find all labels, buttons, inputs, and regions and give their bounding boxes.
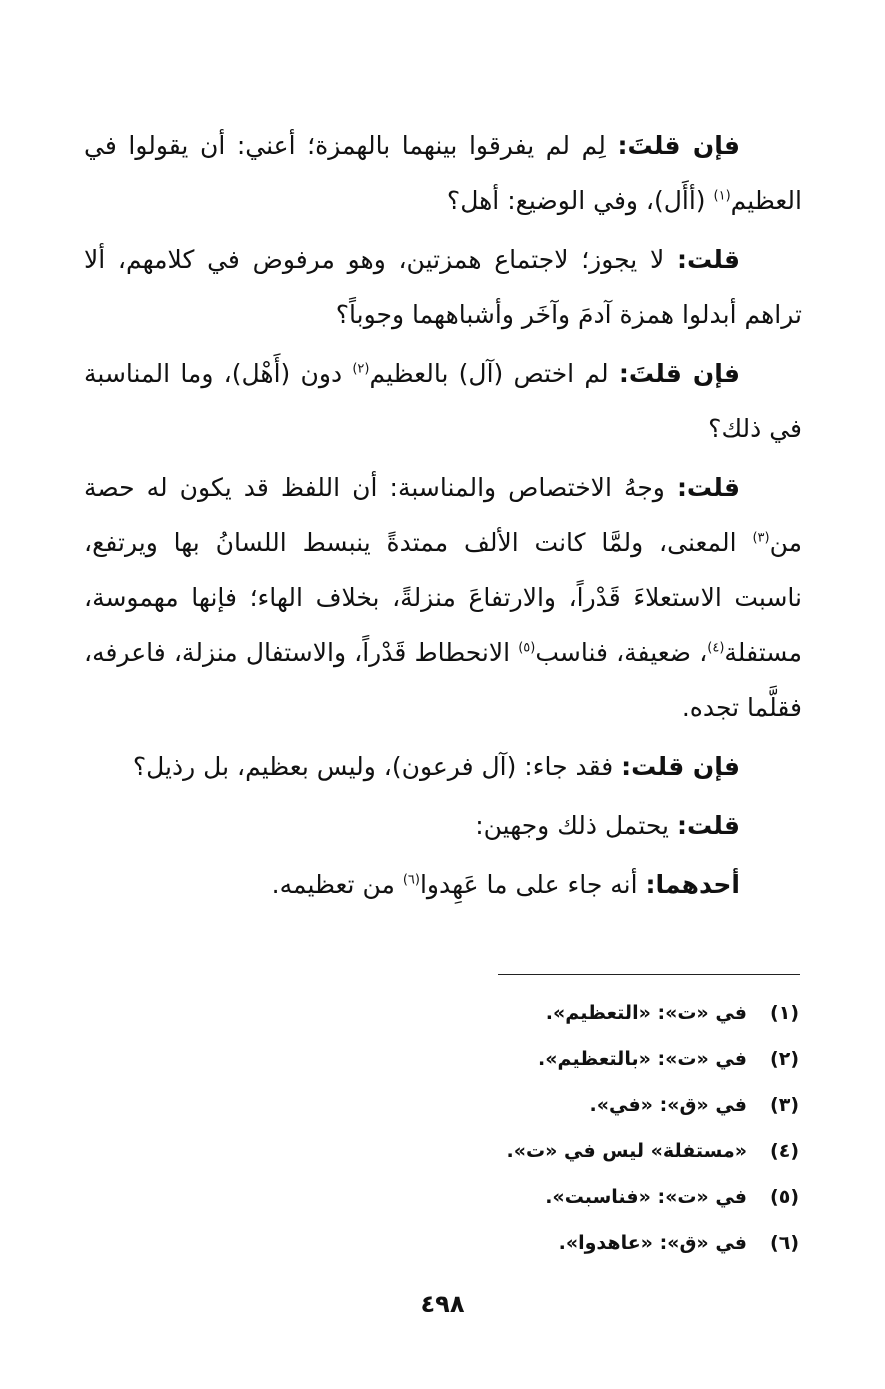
footnote-text: في «ت»: «التعظيم». [545,1002,747,1024]
paragraph-text: يحتمل ذلك وجهين: [475,811,669,840]
paragraph-lead: قلت: [676,245,740,274]
paragraph-lead: فإن قلتَ: [618,359,740,388]
footnote-mark: (٣) [752,530,770,546]
footnote-text: «مستفلة» ليس في «ت». [506,1140,747,1162]
footnote-item [299,990,799,1036]
paragraph-3 [84,346,802,456]
paragraph-4 [84,460,802,735]
paragraph-6 [84,798,802,853]
footnote-divider [498,974,800,975]
footnote-item [299,1036,799,1082]
paragraph-2 [84,232,802,342]
footnote-number: (٥) [770,1186,799,1208]
footnote-item [299,1128,799,1174]
paragraph-text: من تعظيمه. [271,870,395,899]
paragraph-text: وجهُ الاختصاص والمناسبة: أن اللفظ قد يكون له حصة من [84,473,802,557]
paragraph-text: دون (أَهْل)، وما المناسبة في ذلك؟ [84,359,802,443]
footnote-number: (٣) [770,1094,799,1116]
paragraph-5 [84,739,802,794]
paragraph-text: ، ضعيفة، فناسب [535,638,708,667]
paragraph-1 [84,118,802,228]
footnote-mark: (٢) [352,361,370,377]
paragraph-text: فقد جاء: (آل فرعون)، وليس بعظيم، بل رذيل؟ [132,752,614,781]
footnote-number: (٦) [770,1232,799,1254]
footnote-text: في «ق»: «عاهدوا». [558,1232,747,1254]
footnote-mark: (٥) [518,640,536,656]
footnote-text: في «ت»: «فناسبت». [545,1186,747,1208]
paragraph-lead: قلت: [676,811,740,840]
footnote-text: في «ق»: «في». [589,1094,747,1116]
footnote-text: في «ت»: «بالتعظيم». [538,1048,747,1070]
page-number: ٤٩٨ [420,1290,465,1318]
footnote-item [299,1082,799,1128]
paragraph-lead: قلت: [676,473,740,502]
paragraph-7 [84,857,802,912]
footnote-mark: (٤) [707,640,725,656]
footnote-number: (١) [770,1002,799,1024]
paragraph-lead: فإن قلت: [621,752,740,781]
footnote-item [299,1220,799,1266]
paragraph-text: المعنى، ولمَّا كانت الألف ممتدةً ينبسط اللسانُ بها ويرتفع، ناسبت الاستعلاءَ قَدْراً، والارتفاعَ منزلةً، بخلاف الهاء؛ فإنها مهموسة، مستفلة [84,528,802,667]
footnote-mark: (٦) [402,872,420,888]
paragraph-text: (أأَل)، وفي الوضيع: أهل؟ [446,186,706,215]
footnote-number: (٢) [770,1048,799,1070]
paragraph-text: أنه جاء على ما عَهِدوا [419,870,638,899]
footnote-item [299,1174,799,1220]
main-text [84,118,802,912]
paragraph-text: لم اختص (آل) بالعظيم [369,359,609,388]
paragraph-lead: فإن قلتَ: [617,131,741,160]
paragraph-text: لا يجوز؛ لاجتماع همزتين، وهو مرفوض في كلامهم، ألا تراهم أبدلوا همزة آدمَ وآخَر وأشباههما وجوباً؟ [84,245,802,329]
paragraph-text: الانحطاط قَدْراً، والاستفال منزلة، فاعرفه، فقلَّما تجده. [84,638,802,722]
paragraph-lead: أحدهما: [645,870,740,899]
footnotes-list [299,990,799,1266]
paragraph-text: لِم لم يفرقوا بينهما بالهمزة؛ أعني: أن يقولوا في العظيم [84,131,802,215]
footnote-mark: (١) [713,188,731,204]
footnote-number: (٤) [770,1140,799,1162]
